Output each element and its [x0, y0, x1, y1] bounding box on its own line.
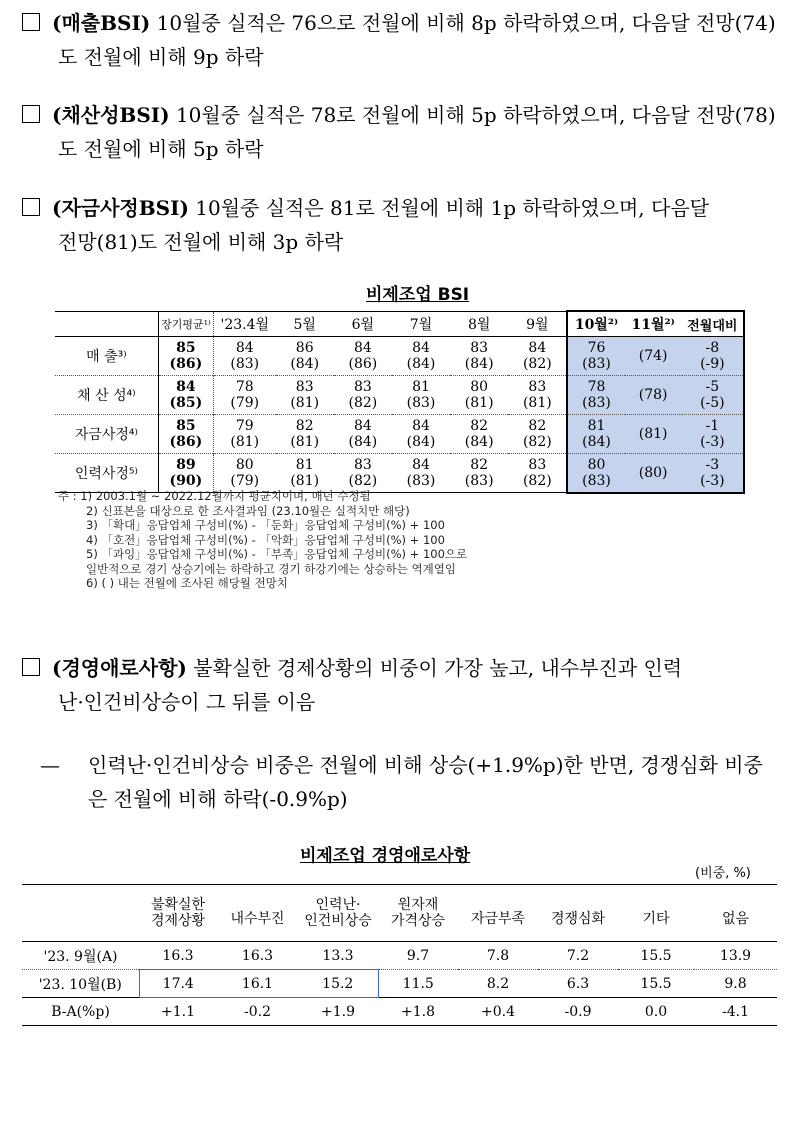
bsi-cell	[334, 415, 392, 454]
bsi-cell	[450, 376, 508, 415]
bsi-cell-forecast: (86)	[169, 356, 203, 372]
bsi-cell-forecast: (83)	[406, 473, 436, 489]
bsi-cell	[625, 337, 682, 376]
bsi-cell-value: 84	[176, 379, 196, 395]
paragraph-text: 도 전월에 비해 9p 하락	[58, 45, 264, 69]
bsi-cell-value: 84	[412, 457, 430, 473]
bsi-row	[55, 454, 744, 493]
mgmt-cell: -4.1	[722, 1003, 749, 1020]
mgmt-header-line: 경쟁심화	[550, 911, 606, 927]
bsi-cell	[334, 337, 392, 376]
bsi-cell-value: 78	[235, 379, 254, 395]
bsi-cell-forecast: (81)	[290, 395, 320, 411]
paragraph-text: 전망(81)도 전월에 비해 3p 하락	[58, 230, 344, 254]
checkbox-bullet-icon	[22, 198, 40, 216]
mgmt-cell: 0.0	[644, 1003, 668, 1020]
paragraph-text: 난·인건비상승이 그 뒤를 이음	[58, 690, 316, 714]
bsi-cell	[158, 376, 213, 415]
paragraph-head: (자금사정BSI)	[52, 196, 189, 220]
bsi-cell	[276, 415, 334, 454]
bsi-cell-value: 89	[176, 457, 196, 473]
mgmt-cell: 16.3	[241, 947, 274, 964]
bsi-cell-forecast: (82)	[348, 395, 378, 411]
mgmt-row	[22, 998, 777, 1026]
bsi-cell	[682, 337, 744, 376]
bsi-cell-value: 81	[295, 457, 314, 473]
mgmt-cell: 13.9	[719, 947, 752, 964]
bsi-cell-forecast: (-3)	[700, 434, 725, 450]
bsi-cell-value: 84	[412, 340, 430, 356]
mgmt-cell: 8.2	[486, 975, 510, 992]
mgmt-header-line: 없음	[721, 911, 750, 927]
dash-icon: —	[40, 753, 60, 777]
bsi-cell	[625, 454, 682, 493]
bsi-cell-value: 82	[470, 457, 489, 473]
bsi-cell	[508, 415, 567, 454]
paragraph-text: 인력난·인건비상승 비중은 전월에 비해 상승(+1.9%p)한 반면, 경쟁심화 비중	[88, 753, 763, 777]
mgmt-header-row	[22, 885, 777, 942]
mgmt-cell: 15.2	[298, 970, 378, 998]
bsi-table	[55, 310, 745, 494]
bsi-cell-value: -5	[705, 379, 720, 395]
bsi-cell	[450, 415, 508, 454]
paragraph-sales-bsi	[22, 6, 790, 74]
note-line: 2) 신표본을 대상으로 한 조사결과임 (23.10월은 실적치만 해당)	[86, 503, 410, 518]
bsi-table-title: 비제조업 BSI	[366, 285, 470, 305]
mgmt-header-cell	[538, 885, 618, 942]
bsi-cell	[567, 337, 624, 376]
mgmt-header-line: 기타	[642, 911, 670, 927]
bsi-cell-value: 79	[235, 418, 254, 434]
bsi-cell	[158, 415, 213, 454]
bsi-notes	[58, 489, 467, 591]
bsi-cell-value: 83	[353, 379, 372, 395]
bsi-row-label: 채 산 성⁴⁾	[77, 388, 136, 404]
mgmt-header-line: 경제상황	[150, 913, 206, 929]
bsi-cell-forecast: (74)	[638, 348, 668, 364]
bsi-cell-forecast: (79)	[230, 473, 260, 489]
mgmt-cell: 16.1	[217, 970, 298, 998]
header-cell: 7월	[392, 311, 450, 337]
mgmt-header-cell	[22, 885, 139, 942]
header-cell: 10월²⁾	[567, 311, 624, 337]
bsi-cell	[567, 415, 624, 454]
bsi-cell-value: 80	[470, 379, 489, 395]
bsi-cell-value: 84	[412, 418, 430, 434]
note-line: 6) ( ) 내는 전월에 조사된 해당월 전망치	[86, 576, 288, 590]
bsi-cell-forecast: (84)	[582, 434, 611, 450]
bsi-cell	[625, 415, 682, 454]
bsi-cell-value: 82	[295, 418, 314, 434]
bsi-row	[55, 415, 744, 454]
paragraph-text: 불확실한 경제상황의 비중이 가장 높고, 내수부진과 인력	[186, 656, 683, 680]
bsi-cell-forecast: (81)	[290, 473, 320, 489]
unit-label: (비중, %)	[695, 866, 751, 881]
bsi-cell	[567, 454, 624, 493]
bsi-cell-value: 81	[587, 418, 606, 434]
bsi-cell-value: 78	[587, 379, 606, 395]
mgmt-cell: +1.9	[321, 1003, 355, 1020]
bsi-cell-value: 76	[587, 340, 606, 356]
bsi-cell	[450, 337, 508, 376]
bsi-cell	[625, 376, 682, 415]
mgmt-row	[22, 942, 777, 970]
bsi-header-row	[55, 311, 744, 337]
bsi-cell	[392, 337, 450, 376]
note-line: 주 : 1) 2003.1월 ~ 2022.12월까지 평균치이며, 매년 수정됨	[58, 489, 371, 503]
bsi-cell-value: -3	[705, 456, 720, 473]
header-cell: 5월	[276, 311, 334, 337]
note-line: 5) 「과잉」응답업체 구성비(%) - 「부족」응답업체 구성비(%) + 100으로	[86, 547, 468, 561]
paragraph-management-difficulties	[22, 651, 790, 719]
mgmt-row-label: '23. 9월(A)	[43, 948, 118, 965]
bsi-cell-value: 83	[470, 340, 489, 356]
paragraph-head: (경영애로사항)	[52, 656, 187, 680]
bsi-row-label: 자금사정⁴⁾	[74, 427, 138, 443]
mgmt-cell: 9.8	[724, 975, 747, 992]
header-cell: 6월	[334, 311, 392, 337]
bsi-cell	[450, 454, 508, 493]
bsi-cell	[392, 376, 450, 415]
bsi-cell-forecast: (84)	[406, 356, 436, 372]
mgmt-cell: 15.5	[640, 975, 672, 992]
mgmt-header-cell	[458, 885, 538, 942]
bsi-cell	[213, 337, 275, 376]
bsi-cell	[213, 454, 275, 493]
bsi-cell	[392, 415, 450, 454]
bsi-cell-value: 84	[353, 340, 372, 356]
bsi-cell-value: 81	[412, 379, 430, 395]
bsi-cell-value: 82	[470, 418, 489, 434]
header-cell: 9월	[508, 311, 567, 337]
bsi-cell-forecast: (81)	[230, 434, 260, 450]
bsi-cell-forecast: (90)	[169, 473, 203, 489]
bsi-cell-forecast: (82)	[522, 356, 552, 372]
bsi-cell	[682, 454, 744, 493]
bsi-cell-forecast: (84)	[348, 434, 378, 450]
bsi-cell-forecast: (80)	[638, 464, 668, 481]
bsi-cell-forecast: (82)	[522, 434, 552, 450]
paragraph-head: (채산성BSI)	[52, 103, 170, 127]
bsi-cell	[213, 415, 275, 454]
paragraph-fund-bsi	[22, 191, 790, 259]
bsi-cell-forecast: (83)	[230, 356, 260, 372]
bsi-cell-forecast: (84)	[290, 356, 320, 372]
mgmt-header-line: 불확실한	[150, 897, 206, 913]
bsi-cell-forecast: (84)	[406, 434, 436, 450]
bsi-cell-forecast: (83)	[582, 472, 611, 489]
mgmt-cell: 9.7	[406, 947, 430, 964]
paragraph-profit-bsi	[22, 98, 790, 166]
mgmt-table	[22, 884, 777, 1026]
bsi-cell-value: 80	[235, 457, 254, 473]
mgmt-cell: 17.4	[139, 970, 217, 998]
mgmt-cell: 15.5	[640, 947, 672, 964]
bsi-cell-forecast: (83)	[406, 395, 436, 411]
mgmt-row-label: B-A(%p)	[51, 1003, 110, 1020]
mgmt-cell: 13.3	[322, 947, 354, 964]
bsi-cell-value: 82	[528, 418, 547, 434]
note-line: 일반적으로 경기 상승기에는 하락하고 경기 하강기에는 상승하는 역계열임	[86, 561, 456, 576]
mgmt-cell: +1.8	[401, 1003, 435, 1020]
bsi-cell-value: 84	[353, 418, 372, 434]
bsi-cell	[276, 454, 334, 493]
mgmt-header-cell	[618, 885, 694, 942]
bsi-cell	[276, 337, 334, 376]
paragraph-text: 은 전월에 비해 하락(-0.9%p)	[88, 787, 348, 811]
bsi-cell-forecast: (84)	[464, 434, 494, 450]
bsi-cell-forecast: (-3)	[700, 472, 725, 489]
bsi-cell-forecast: (83)	[464, 473, 494, 489]
bsi-row-label: 매 출³⁾	[86, 349, 127, 365]
bsi-cell-value: 84	[235, 340, 254, 356]
bsi-cell-value: 86	[295, 340, 314, 356]
mgmt-cell: 16.3	[162, 947, 194, 964]
bsi-cell-forecast: (86)	[348, 356, 378, 372]
mgmt-row	[22, 970, 777, 998]
mgmt-header-line: 내수부진	[230, 911, 285, 927]
mgmt-header-cell	[139, 885, 217, 942]
bsi-cell-forecast: (81)	[638, 426, 668, 442]
header-cell: 전월대비	[682, 311, 744, 337]
bsi-cell-value: 83	[528, 457, 547, 473]
mgmt-header-cell	[298, 885, 378, 942]
mgmt-header-line: 자금부족	[470, 911, 526, 927]
checkbox-bullet-icon	[22, 105, 40, 123]
bsi-cell-value: 84	[528, 340, 547, 356]
bsi-cell-forecast: (84)	[464, 356, 494, 372]
mgmt-cell: 7.2	[566, 947, 590, 964]
mgmt-cell: 7.8	[486, 947, 510, 964]
bsi-cell-value: 85	[176, 418, 196, 434]
mgmt-header-line: 인건비상승	[304, 913, 372, 929]
bsi-cell	[334, 376, 392, 415]
bsi-cell-forecast: (82)	[348, 473, 378, 489]
bsi-cell	[392, 454, 450, 493]
bsi-cell-value: -1	[705, 418, 720, 434]
bsi-cell-forecast: (83)	[582, 395, 611, 411]
bsi-cell-forecast: (78)	[638, 387, 668, 403]
bsi-row	[55, 337, 744, 376]
mgmt-cell: 11.5	[402, 975, 434, 992]
bsi-cell	[567, 376, 624, 415]
bsi-cell	[276, 376, 334, 415]
mgmt-header-line: 가격상승	[390, 913, 446, 929]
mgmt-table-title: 비제조업 경영애로사항	[300, 846, 471, 866]
bsi-cell-forecast: (-9)	[700, 356, 725, 372]
checkbox-bullet-icon	[22, 13, 40, 31]
mgmt-header-cell	[378, 885, 458, 942]
bsi-cell-value: 85	[176, 340, 196, 356]
bsi-cell-value: 83	[528, 379, 547, 395]
bsi-cell	[682, 376, 744, 415]
paragraph-text: 10월중 실적은 78로 전월에 비해 5p 하락하였으며, 다음달 전망(78)	[169, 103, 776, 127]
bsi-cell	[508, 376, 567, 415]
bsi-cell-forecast: (81)	[522, 395, 552, 411]
bsi-cell	[508, 337, 567, 376]
checkbox-bullet-icon	[22, 658, 40, 676]
bsi-row	[55, 376, 744, 415]
mgmt-row-label: '23. 10월(B)	[38, 976, 122, 993]
mgmt-header-cell	[694, 885, 777, 942]
mgmt-header-line: 인력난·	[315, 897, 361, 913]
bsi-cell-value: 83	[295, 379, 314, 395]
bsi-cell	[158, 454, 213, 493]
paragraph-head: (매출BSI)	[52, 11, 151, 35]
bsi-cell-forecast: (79)	[230, 395, 260, 411]
bsi-cell	[508, 454, 567, 493]
header-cell: 11월²⁾	[625, 311, 682, 337]
bsi-cell-forecast: (81)	[290, 434, 320, 450]
paragraph-text: 도 전월에 비해 5p 하락	[58, 137, 264, 161]
mgmt-cell: -0.2	[244, 1003, 271, 1020]
bsi-cell	[158, 337, 213, 376]
bsi-cell	[334, 454, 392, 493]
mgmt-cell: 6.3	[566, 975, 590, 992]
note-line: 3) 「확대」응답업체 구성비(%) - 「둔화」응답업체 구성비(%) + 100	[86, 518, 445, 532]
bsi-cell-value: -8	[705, 340, 720, 356]
mgmt-header-line: 원자재	[397, 897, 439, 913]
header-cell: 8월	[450, 311, 508, 337]
header-cell	[55, 311, 158, 337]
bsi-row-label: 인력사정⁵⁾	[74, 466, 138, 482]
bsi-cell-forecast: (81)	[464, 395, 494, 411]
bsi-cell-value: 83	[353, 457, 372, 473]
bsi-cell-forecast: (83)	[582, 356, 611, 372]
note-line: 4) 「호전」응답업체 구성비(%) - 「악화」응답업체 구성비(%) + 100	[86, 532, 445, 547]
bsi-cell-forecast: (85)	[169, 395, 203, 411]
paragraph-text: 10월중 실적은 81로 전월에 비해 1p 하락하였으며, 다음달	[188, 196, 709, 220]
header-cell: '23.4월	[213, 311, 275, 337]
mgmt-cell: +0.4	[481, 1003, 515, 1020]
bsi-cell-forecast: (82)	[522, 473, 552, 489]
mgmt-cell: -0.9	[564, 1003, 592, 1020]
mgmt-header-cell	[217, 885, 298, 942]
bsi-cell	[682, 415, 744, 454]
bsi-cell-forecast: (-5)	[700, 395, 725, 411]
bsi-cell	[213, 376, 275, 415]
paragraph-labor-cost	[40, 748, 792, 816]
bsi-cell-forecast: (86)	[169, 434, 203, 450]
paragraph-text: 10월중 실적은 76으로 전월에 비해 8p 하락하였으며, 다음달 전망(74)	[150, 11, 776, 35]
mgmt-cell: +1.1	[161, 1003, 195, 1020]
bsi-cell-value: 80	[587, 456, 606, 473]
header-cell: 장기평균¹⁾	[158, 311, 213, 337]
